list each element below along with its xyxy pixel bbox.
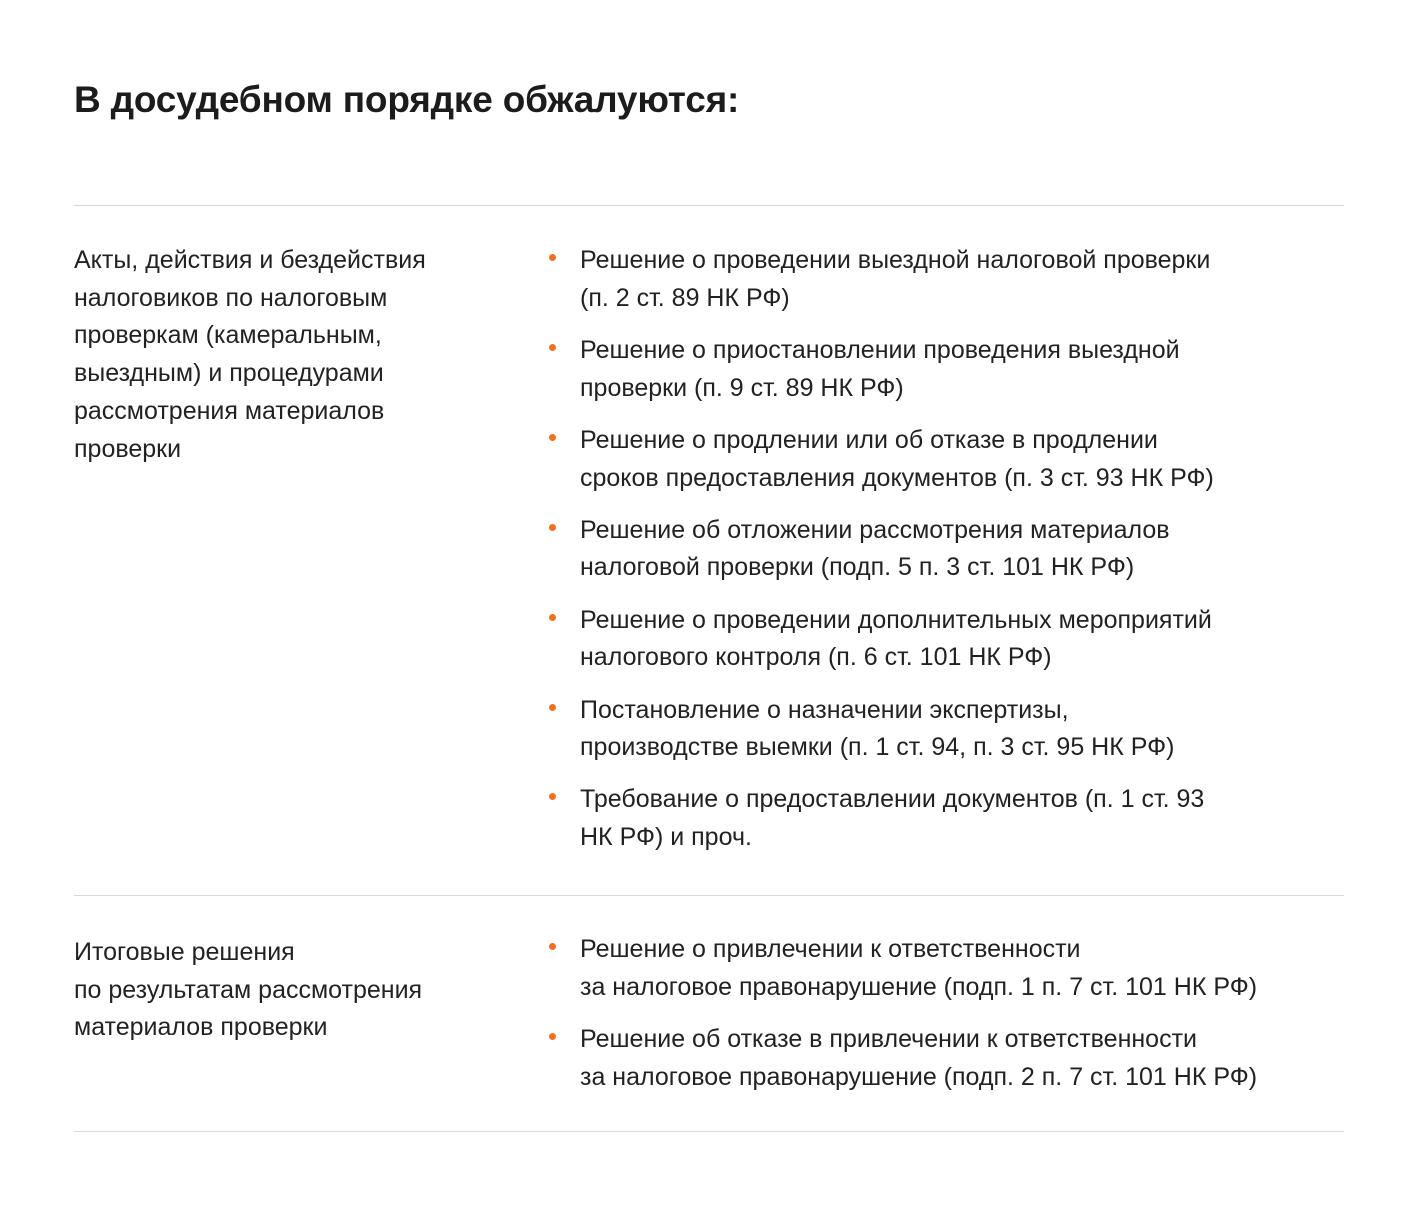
section-label-line: проверки <box>74 434 182 463</box>
list-item-line: Решение об отказе в привлечении к ответственности <box>580 1024 1198 1053</box>
section-label-line: по результатам рассмотрения <box>74 975 423 1004</box>
list-item-line: за налоговое правонарушение (подп. 2 п. 7 ст. 101 НК РФ) <box>580 1062 1258 1091</box>
list-item-line: налогового контроля (п. 6 ст. 101 НК РФ) <box>580 643 1052 672</box>
list-item-line: Решение о продлении или об отказе в продлении <box>580 425 1158 454</box>
list-item <box>549 332 1339 407</box>
section-label-line: проверкам (камеральным, <box>74 321 382 350</box>
section-label-line: Акты, действия и бездействия <box>74 246 426 274</box>
section-label-line: материалов проверки <box>74 1013 328 1042</box>
bullet-dot-icon <box>549 434 556 441</box>
bullet-dot-icon <box>549 793 556 800</box>
list-item-line: налоговой проверки (подп. 5 п. 3 ст. 101 НК РФ) <box>580 553 1135 582</box>
bullet-dot-icon <box>549 614 556 621</box>
bullet-dot-icon <box>549 1033 556 1040</box>
final-decisions-list <box>549 931 1339 1096</box>
list-item-line: за налоговое правонарушение (подп. 1 п. 7 ст. 101 НК РФ) <box>580 972 1258 1001</box>
list-item-line: Требование о предоставлении документов (п. 1 ст. 93 <box>580 785 1205 814</box>
section-label-line: выездным) и процедурами <box>74 359 384 388</box>
bullet-dot-icon <box>549 943 556 950</box>
section-label-line: налоговиков по налоговым <box>74 283 388 312</box>
list-item-line: Решение о приостановлении проведения выездной <box>580 335 1180 364</box>
page-title: В досудебном порядке обжалуются: <box>74 79 740 120</box>
list-item <box>549 512 1339 587</box>
divider <box>74 205 1344 206</box>
list-item-line: Решение о привлечении к ответственности <box>580 935 1081 963</box>
list-item <box>549 602 1339 677</box>
list-item <box>549 781 1339 856</box>
divider <box>74 1131 1344 1132</box>
list-item-line: Решение о проведении дополнительных мероприятий <box>580 605 1212 634</box>
bullet-dot-icon <box>549 344 556 351</box>
list-item <box>549 1021 1339 1096</box>
list-item <box>549 692 1339 767</box>
section-label-line: рассмотрения материалов <box>74 396 385 425</box>
list-item-line: Решение о проведении выездной налоговой проверки <box>580 246 1211 274</box>
list-item-line: (п. 2 ст. 89 НК РФ) <box>580 283 790 312</box>
section-label-line: Итоговые решения <box>74 938 295 966</box>
list-item-line: производстве выемки (п. 1 ст. 94, п. 3 ст. 95 НК РФ) <box>580 733 1175 762</box>
list-item <box>549 242 1339 317</box>
list-item <box>549 931 1339 1006</box>
list-item-line: Постановление о назначении экспертизы, <box>580 695 1069 724</box>
bullet-dot-icon <box>549 524 556 531</box>
section-label-final-decisions <box>74 934 484 1047</box>
bullet-dot-icon <box>549 704 556 711</box>
list-item-line: сроков предоставления документов (п. 3 ст. 93 НК РФ) <box>580 463 1214 492</box>
inspection-acts-list <box>549 242 1339 857</box>
list-item-line: НК РФ) и проч. <box>580 823 752 852</box>
list-item-line: Решение об отложении рассмотрения материалов <box>580 515 1170 544</box>
section-label-inspection-acts <box>74 242 484 468</box>
divider <box>74 895 1344 896</box>
list-item-line: проверки (п. 9 ст. 89 НК РФ) <box>580 373 904 402</box>
list-item <box>549 422 1339 497</box>
bullet-dot-icon <box>549 254 556 261</box>
